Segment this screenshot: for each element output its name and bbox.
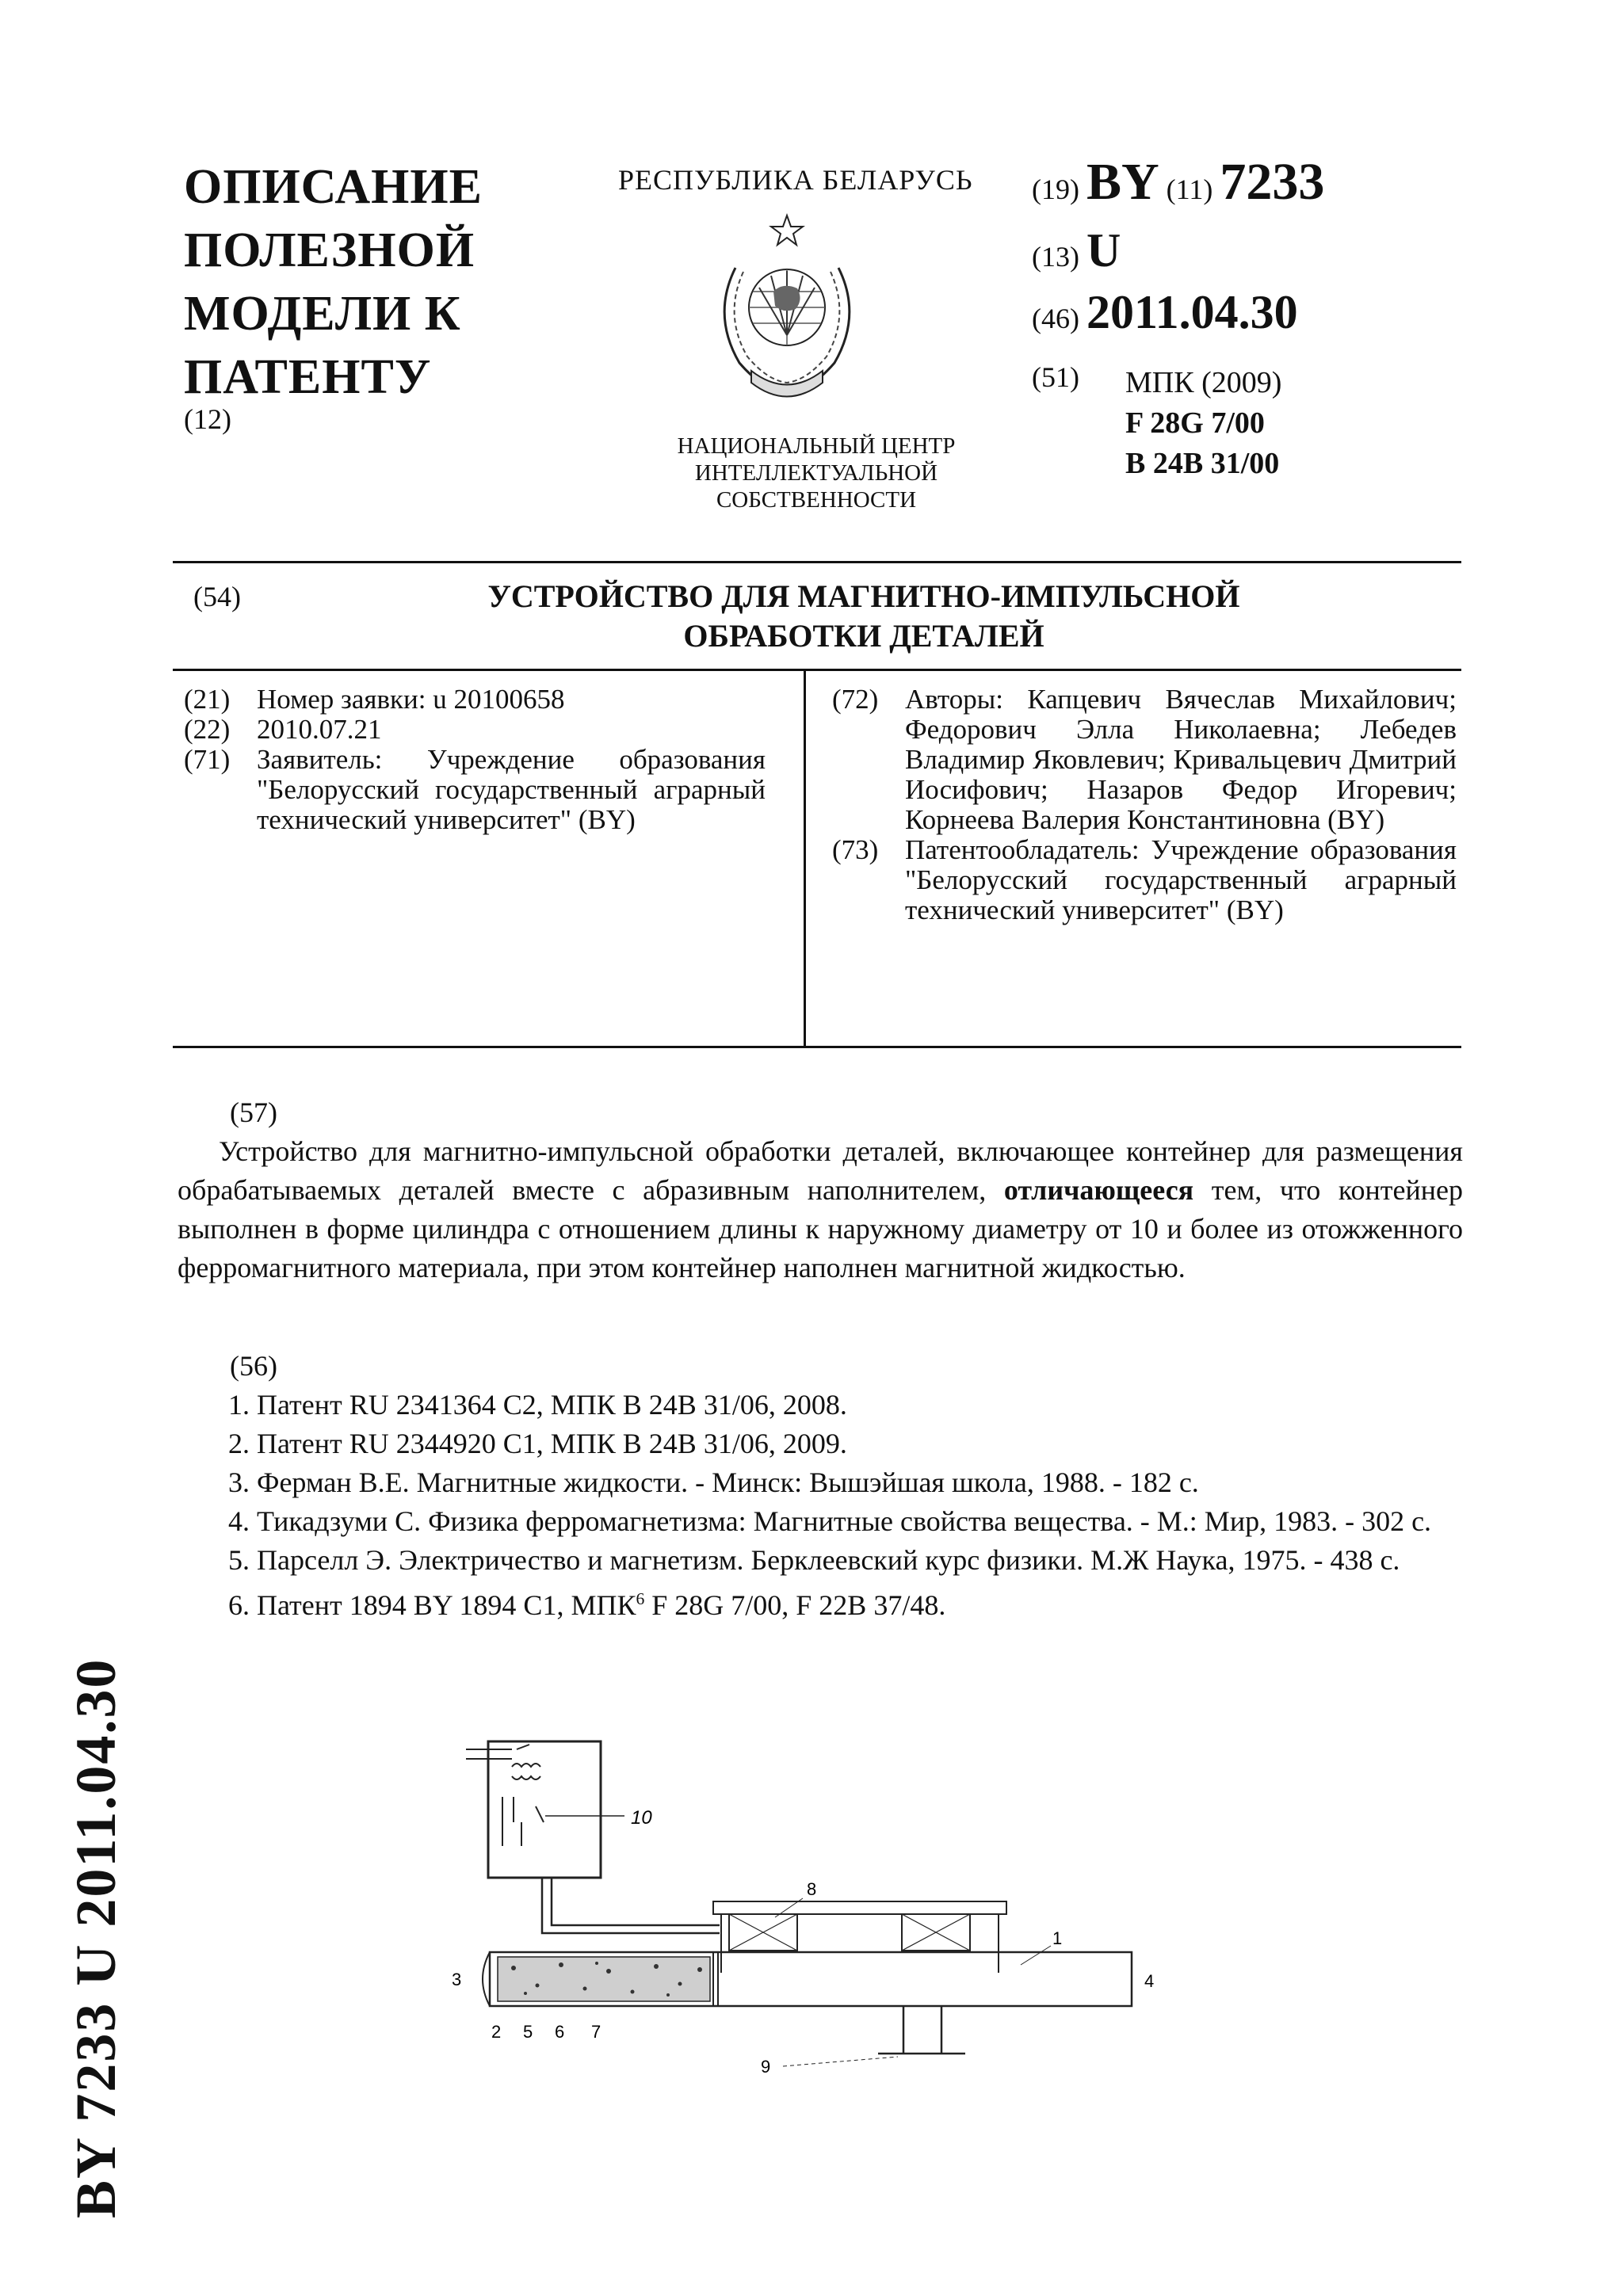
inid-code: (57)	[230, 1097, 277, 1128]
reference-item: 6. Патент 1894 BY 1894 C1, МПК$^6$ F 28G 7/00, F 22B 37/48.	[228, 1589, 946, 1621]
publication-date: 2011.04.30	[1086, 286, 1298, 338]
title-line: УСТРОЙСТВО ДЛЯ МАГНИТНО-ИМПУЛЬСНОЙ	[487, 578, 1240, 614]
divider	[173, 1046, 1461, 1048]
abstract-section	[178, 1093, 1463, 1287]
drawing-label: 4	[1144, 1971, 1155, 1991]
ipc-class: B 24B 31/00	[1125, 447, 1280, 480]
drawing-label: 10	[631, 1807, 652, 1829]
drawing-label: 8	[807, 1879, 817, 1899]
reference-item: 3. Ферман В.Е. Магнитные жидкости. - Минск: Вышэйшая школа, 1988. - 182 с.	[228, 1466, 1199, 1498]
authors-column	[832, 685, 1457, 925]
divider	[173, 669, 1461, 671]
inid-code: (11)	[1166, 174, 1213, 205]
biblio-row-13	[1032, 224, 1121, 277]
inid-code: (19)	[1032, 174, 1079, 205]
kind-code-label: (12)	[184, 403, 231, 435]
biblio-row-19-11	[1032, 153, 1325, 211]
country-name: РЕСПУБЛИКА БЕЛАРУСЬ	[618, 164, 973, 196]
drawing-label: 9	[761, 2057, 771, 2077]
application-number: (21) Номер заявки: u 20100658	[184, 684, 565, 715]
authors: (72) Авторы: Капцевич Вячеслав Михайлович; Федорович Элла Николаевна; Лебедев Владимир Яковлевич; Кривальцевич Дмитрий Иосифович; Назаров Федор Игоревич; Корнеева Валерия Константиновна (BY)	[832, 684, 1457, 835]
title-line: ОПИСАНИЕ	[184, 160, 483, 214]
office-line: НАЦИОНАЛЬНЫЙ ЦЕНТР	[677, 433, 956, 459]
drawing-label: 7	[591, 2022, 601, 2042]
abstract-text: Устройство для магнитно-импульсной обработки деталей, включающее контейнер для размещения обрабатываемых деталей вместе с абразивным наполнителем, отличающееся тем, что контейнер выполнен в форме цилиндра с отношением длины к наружному диаметру от 10 и более из отожженного ферромагнитного материала, при этом контейнер наполнен магнитной жидкостью.	[178, 1135, 1463, 1283]
drawing-label: 5	[523, 2022, 533, 2042]
drawing-label: 2	[491, 2022, 502, 2042]
patent-office-name	[634, 433, 999, 513]
ipc-label: МПК (2009)	[1125, 366, 1282, 399]
reference-item: 2. Патент RU 2344920 C1, МПК B 24B 31/06, 2009.	[228, 1428, 847, 1459]
reference-item: 4. Тикадзуми С. Физика ферромагнетизма: Магнитные свойства вещества. - М.: Мир, 1983. - 302 с.	[228, 1505, 1432, 1537]
title-line: ПАТЕНТУ	[184, 350, 432, 404]
biblio-row-46	[1032, 286, 1298, 338]
country-code: BY	[1086, 153, 1159, 211]
reference-item: 1. Патент RU 2341364 C2, МПК B 24B 31/06, 2008.	[228, 1389, 847, 1421]
applicant: (71) Заявитель: Учреждение образования "Белорусский государственный аграрный технический университет" (BY)	[184, 744, 766, 835]
ipc-class: F 28G 7/00	[1125, 406, 1265, 440]
column-divider	[804, 670, 806, 1046]
office-line: ИНТЕЛЛЕКТУАЛЬНОЙ	[694, 460, 938, 486]
office-line: СОБСТВЕННОСТИ	[716, 487, 917, 513]
kind-code: U	[1086, 224, 1121, 277]
inid-code: (54)	[193, 581, 241, 612]
drawing-label: 6	[555, 2022, 565, 2042]
applicant-column	[184, 685, 766, 835]
document-type-title	[184, 155, 483, 409]
title-line: МОДЕЛИ К	[184, 287, 461, 341]
reference-item: 5. Парселл Э. Электричество и магнетизм. Берклеевский курс физики. М.Ж Наука, 1975. - 438 с.	[228, 1544, 1400, 1576]
patent-holder: (73) Патентообладатель: Учреждение образования "Белорусский государственный аграрный технический университет" (BY)	[832, 834, 1457, 925]
title-line: ПОЛЕЗНОЙ	[184, 223, 475, 277]
filing-date: (22) 2010.07.21	[184, 714, 382, 745]
inid-code: (13)	[1032, 241, 1079, 273]
divider	[173, 561, 1461, 563]
side-document-id: BY 7233 U 2011.04.30	[64, 1657, 128, 2218]
invention-title	[412, 577, 1316, 656]
state-emblem-icon	[704, 212, 870, 410]
ipc-block	[1125, 363, 1281, 484]
title-line: ОБРАБОТКИ ДЕТАЛЕЙ	[683, 618, 1044, 654]
patent-number: 7233	[1220, 153, 1325, 211]
references-section	[178, 1347, 1463, 1625]
drawing-label: 1	[1052, 1928, 1063, 1948]
inid-code: (51)	[1032, 361, 1079, 393]
inid-code: (46)	[1032, 303, 1079, 334]
inid-code: (56)	[230, 1350, 277, 1382]
device-drawing	[434, 1727, 1195, 2107]
drawing-label: 3	[452, 1970, 462, 1989]
